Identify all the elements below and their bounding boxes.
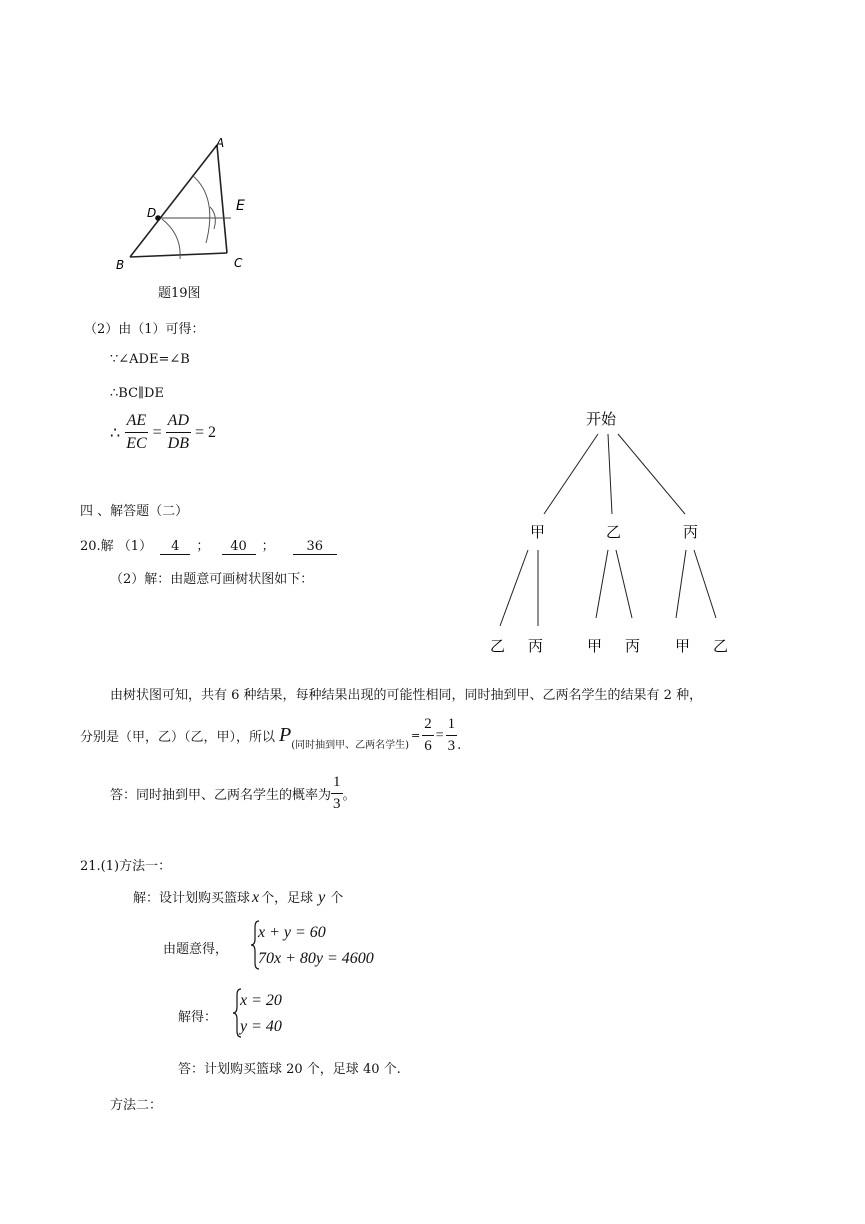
fraction-numerator: 1: [446, 717, 458, 736]
solution-x: x = 20: [240, 992, 282, 1009]
triangle-edge-ac: [217, 145, 227, 253]
equals-sign: =: [435, 727, 444, 743]
tree-node-l2-5: 甲: [675, 637, 691, 655]
therefore-symbol: ∴: [110, 424, 121, 442]
tree-node-l1-bing: 丙: [683, 523, 699, 541]
solution-y: y = 40: [240, 1018, 282, 1035]
section-4-title: 四 、解答题（二）: [80, 504, 189, 519]
equation-1: x + y = 60: [258, 924, 326, 941]
period: .: [457, 738, 462, 753]
probability-event: (同时抽到甲、乙两名学生): [291, 740, 410, 751]
answer-suffix: 。: [342, 788, 356, 803]
fraction-denominator: 3: [333, 796, 341, 812]
tree-node-l2-1: 乙: [490, 637, 506, 655]
tree-node-l2-6: 乙: [713, 637, 729, 655]
equals-sign: =: [152, 423, 162, 441]
q20-explanation-line1: 由树状图可知，共有 6 种结果，每种结果出现的可能性相同，同时抽到甲、乙两名学生的结果有 2 种，: [110, 688, 703, 703]
figure-19-caption: 题19图: [158, 286, 201, 301]
fraction-ae-ec: [124, 413, 148, 452]
separator: ；: [196, 539, 210, 554]
q21-equation-intro: 由题意得，: [163, 942, 229, 957]
branch-root-bing: [618, 434, 685, 514]
label-e: E: [236, 198, 245, 214]
arc-at-d: [192, 175, 210, 243]
q21-label: 21.(1)方法一：: [80, 859, 172, 874]
fraction-denominator: 6: [424, 738, 432, 754]
label-a: A: [216, 136, 225, 150]
equation-2: 70x + 80y = 4600: [258, 950, 374, 967]
q20-answer-3: 36: [293, 539, 337, 555]
q20-explanation-line2: [80, 717, 461, 754]
fraction-numerator: 2: [422, 717, 434, 736]
setup-mid: 个，足球: [261, 891, 314, 906]
fraction-numerator: AE: [125, 413, 149, 433]
branch-jia-yi: [500, 550, 528, 626]
branch-bing-jia: [676, 550, 686, 618]
fraction-denominator: DB: [167, 435, 189, 452]
q19-therefore-line: ∴BC∥DE: [110, 386, 164, 401]
figure-19-diagram: [110, 135, 260, 280]
q19-because-line: ∵∠ADE=∠B: [110, 352, 190, 367]
branch-yi-jia: [596, 550, 608, 618]
tree-diagram: [480, 400, 750, 662]
tree-root: 开始: [586, 410, 617, 428]
branch-root-yi: [608, 434, 612, 514]
fraction-ad-db: [166, 413, 191, 452]
label-b: B: [116, 258, 125, 272]
fraction-numerator: AD: [166, 413, 191, 433]
q19-ratio-equation: [110, 413, 216, 452]
q20-answer-2: 40: [222, 539, 256, 555]
tree-node-l1-yi: 乙: [606, 523, 622, 541]
fraction-denominator: EC: [126, 435, 147, 452]
branch-yi-bing: [616, 550, 632, 618]
q20-label: 20.解 （1）: [80, 539, 153, 554]
q21-setup-line: [133, 887, 343, 907]
variable-x: x: [252, 889, 260, 906]
branch-root-jia: [544, 434, 598, 514]
fraction-numerator: 1: [331, 775, 343, 794]
explanation-prefix: 分别是（甲，乙）（乙，甲），所以: [80, 730, 276, 745]
q20-answer-line: [110, 775, 356, 812]
tree-node-l2-2: 丙: [528, 637, 544, 655]
label-c: C: [234, 256, 243, 270]
fraction-denominator: 3: [447, 738, 456, 754]
triangle-edge-bc: [130, 253, 227, 257]
q21-answer: 答：计划购买篮球 20 个，足球 40 个.: [178, 1062, 401, 1077]
setup-suffix: 个: [330, 891, 344, 906]
tree-node-l2-4: 丙: [625, 637, 641, 655]
answer-fraction: [331, 775, 343, 812]
setup-prefix: 解：设计划购买篮球: [133, 891, 251, 906]
q21-solution-intro: 解得：: [178, 1010, 218, 1025]
fraction-1-3: [446, 717, 458, 754]
fraction-2-6: [422, 717, 434, 754]
q19-part2-intro: （2）由（1）可得：: [84, 322, 205, 337]
q20-answer-1: 4: [160, 539, 190, 555]
tree-node-l1-jia: 甲: [530, 523, 546, 541]
arc-at-b: [162, 219, 180, 259]
variable-y: y: [318, 889, 326, 906]
probability-p: P: [279, 724, 292, 746]
branch-bing-yi: [694, 550, 716, 618]
q20-part1-line: [80, 535, 337, 555]
equals-sign: =: [411, 729, 421, 742]
triangle-edge-ab: [130, 145, 217, 257]
q21-method2-label: 方法二：: [110, 1098, 163, 1113]
q20-part2-line: （2）解：由题意可画树状图如下：: [110, 572, 314, 587]
label-d: D: [147, 206, 157, 220]
separator: ；: [261, 539, 275, 554]
answer-prefix: 答：同时抽到甲、乙两名学生的概率为: [110, 788, 332, 803]
ratio-result: = 2: [195, 423, 217, 441]
tree-node-l2-3: 甲: [587, 637, 603, 655]
